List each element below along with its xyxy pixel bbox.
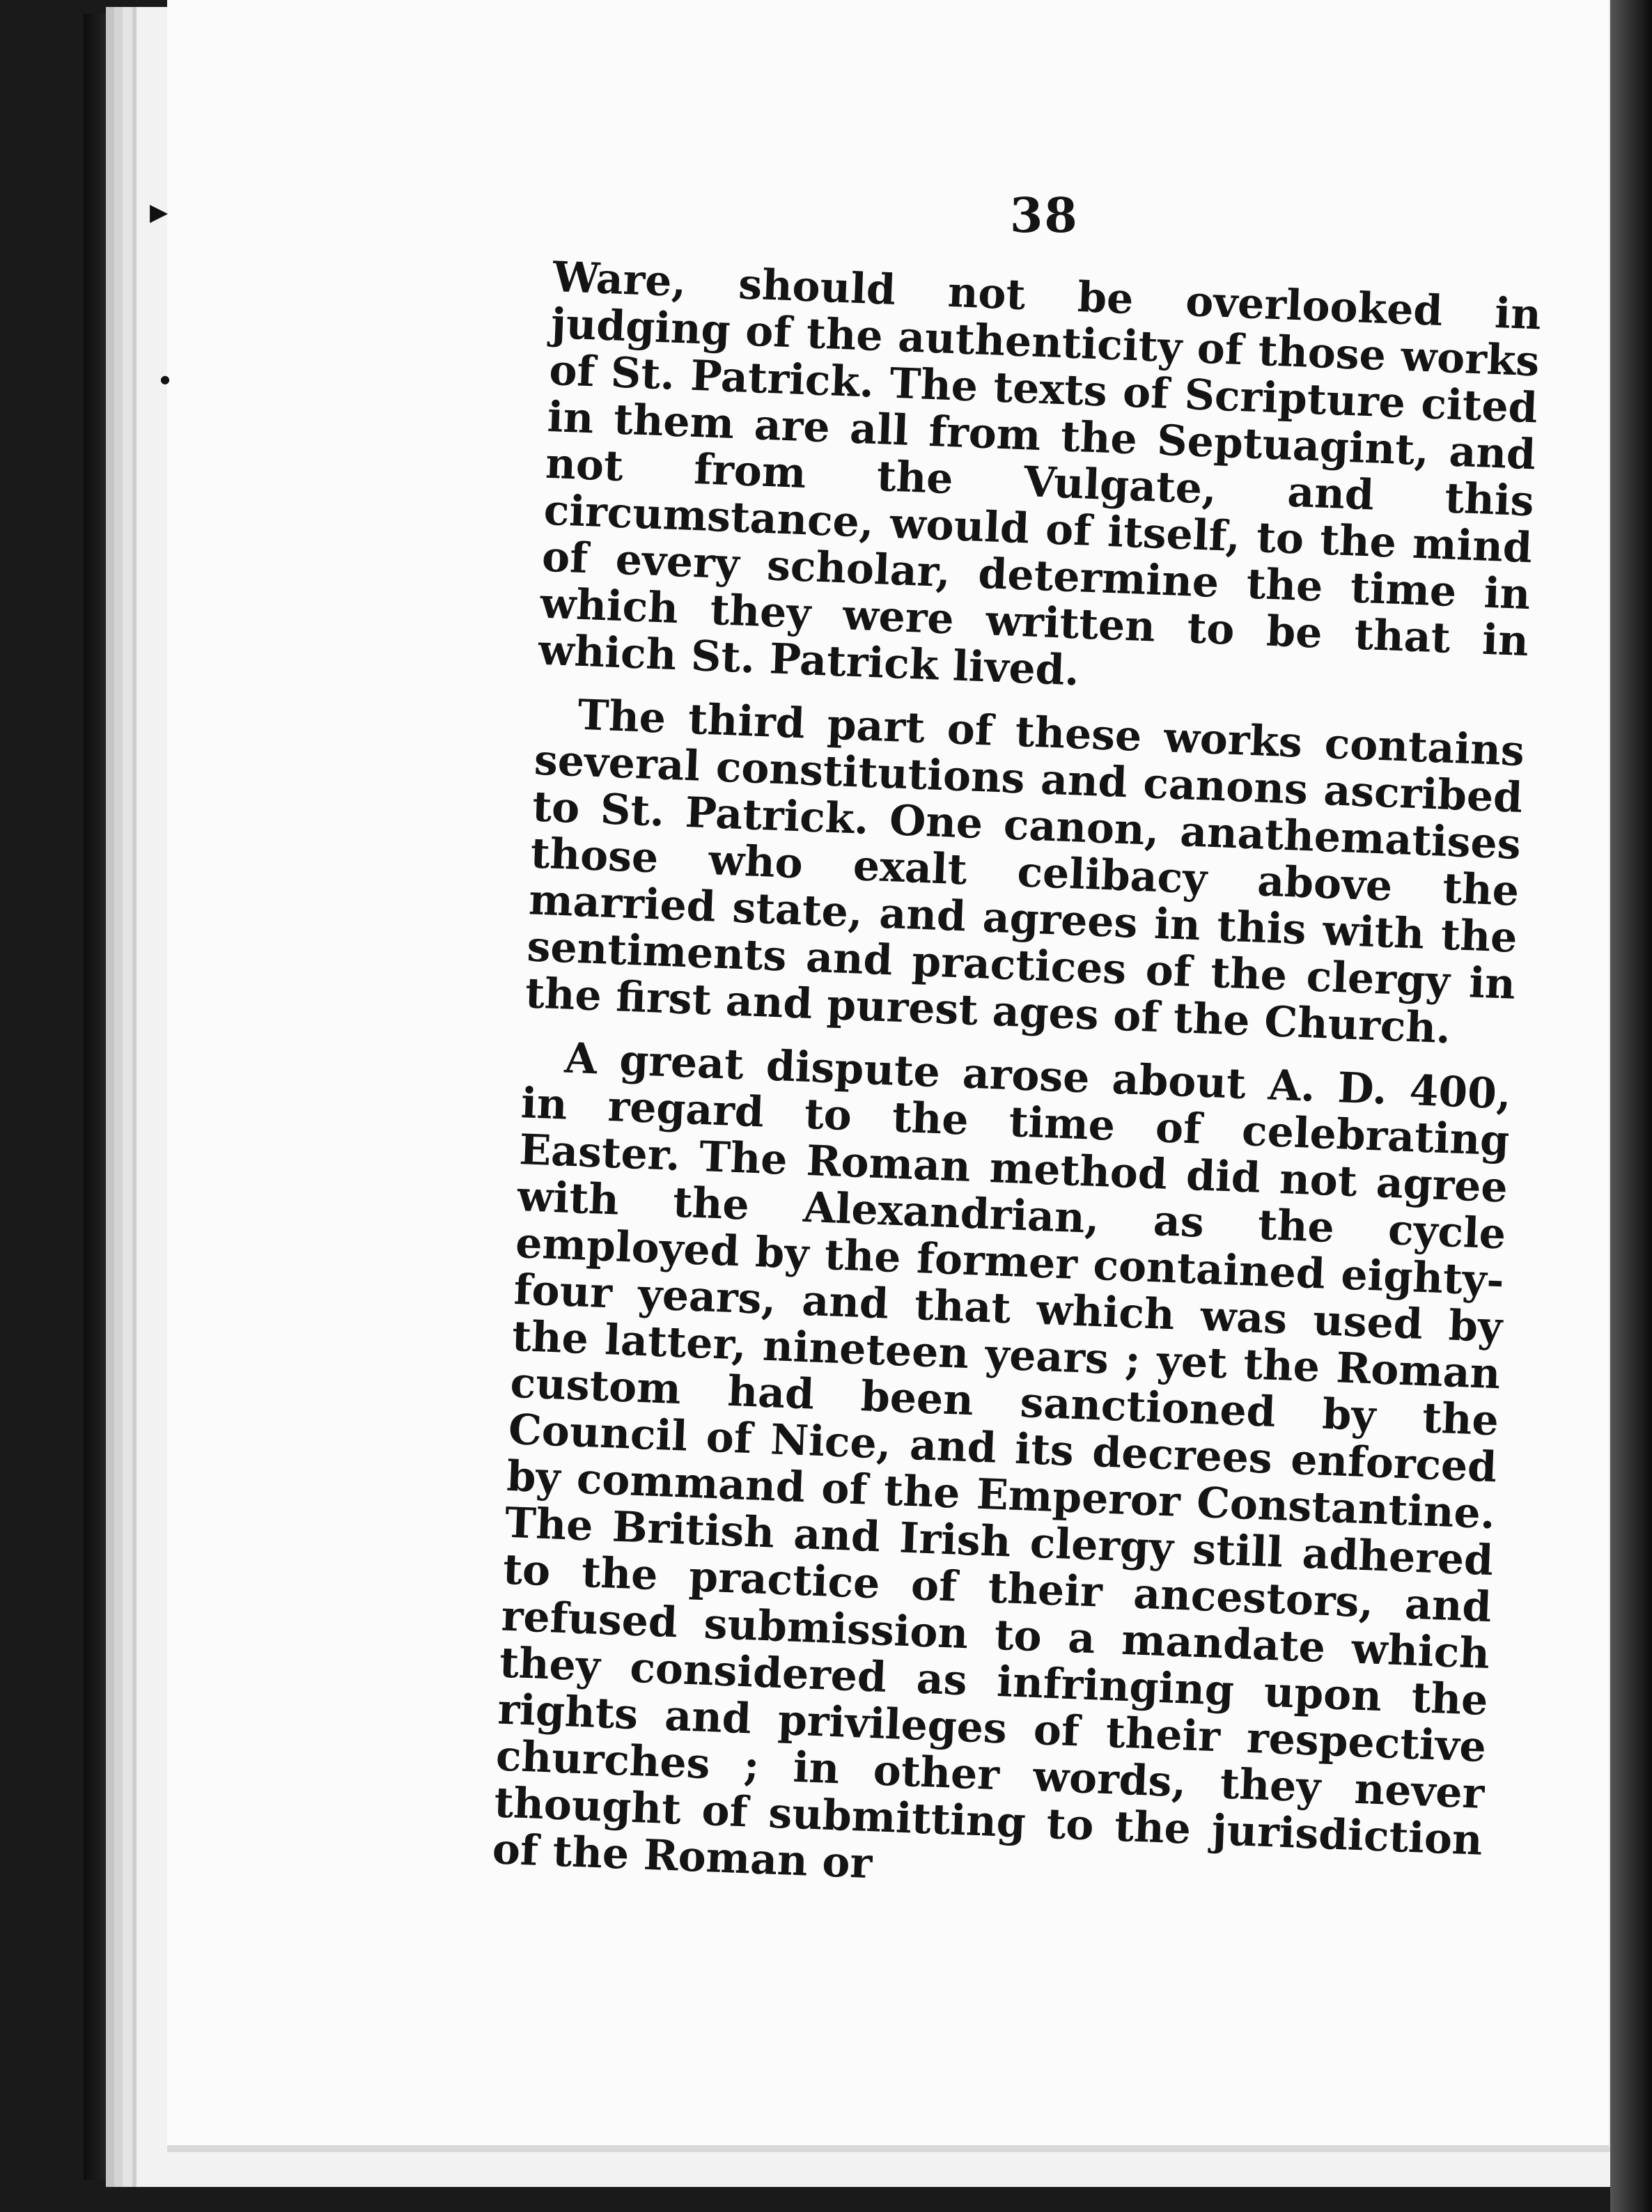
page-number: 38 — [1010, 188, 1079, 244]
paragraph-1: Ware, should not be overlooked in judging of the authenticity of those works of St. Patrick. The texts of Scripture cited in them are all from the Septuagint, and not from the Vulgate, and this circumstance, would of itself, to the mind of every scholar, determine the time in which they were written to be that in which St. Patrick lived. — [537, 253, 1543, 696]
page-text-block — [492, 254, 1542, 1911]
margin-mark-arrow: ▶ — [150, 198, 169, 226]
right-shadow — [1610, 0, 1652, 2212]
paragraph-2: The third part of these works contains several constitutions and canons ascribed to St. Patrick. One canon, anathematises those who exalt celibacy above the married state, and agrees in this with the sentiments and practices of the clergy in the first and purest ages of the Church. — [524, 690, 1525, 1054]
margin-mark-dot: ● — [160, 373, 170, 386]
paragraph-3: A great dispute arose about A. D. 400, in regard to the time of celebrating Easter. The Roman method did not agree with the Alexandrian, as the cycle employed by the former contained eighty-four years, and that which was used by the latter, nineteen years ; yet the Roman custom had been sanctioned by the Council of Nice, and its decrees enforced by command of the Emperor Constantine. The British and Irish clergy still adhered to the practice of their ancestors, and refused submission to a mandate which they considered as infringing upon the rights and privileges of their respective churches ; in other words, they never thought of submitting to the jurisdiction of the Roman or — [491, 1034, 1513, 1889]
